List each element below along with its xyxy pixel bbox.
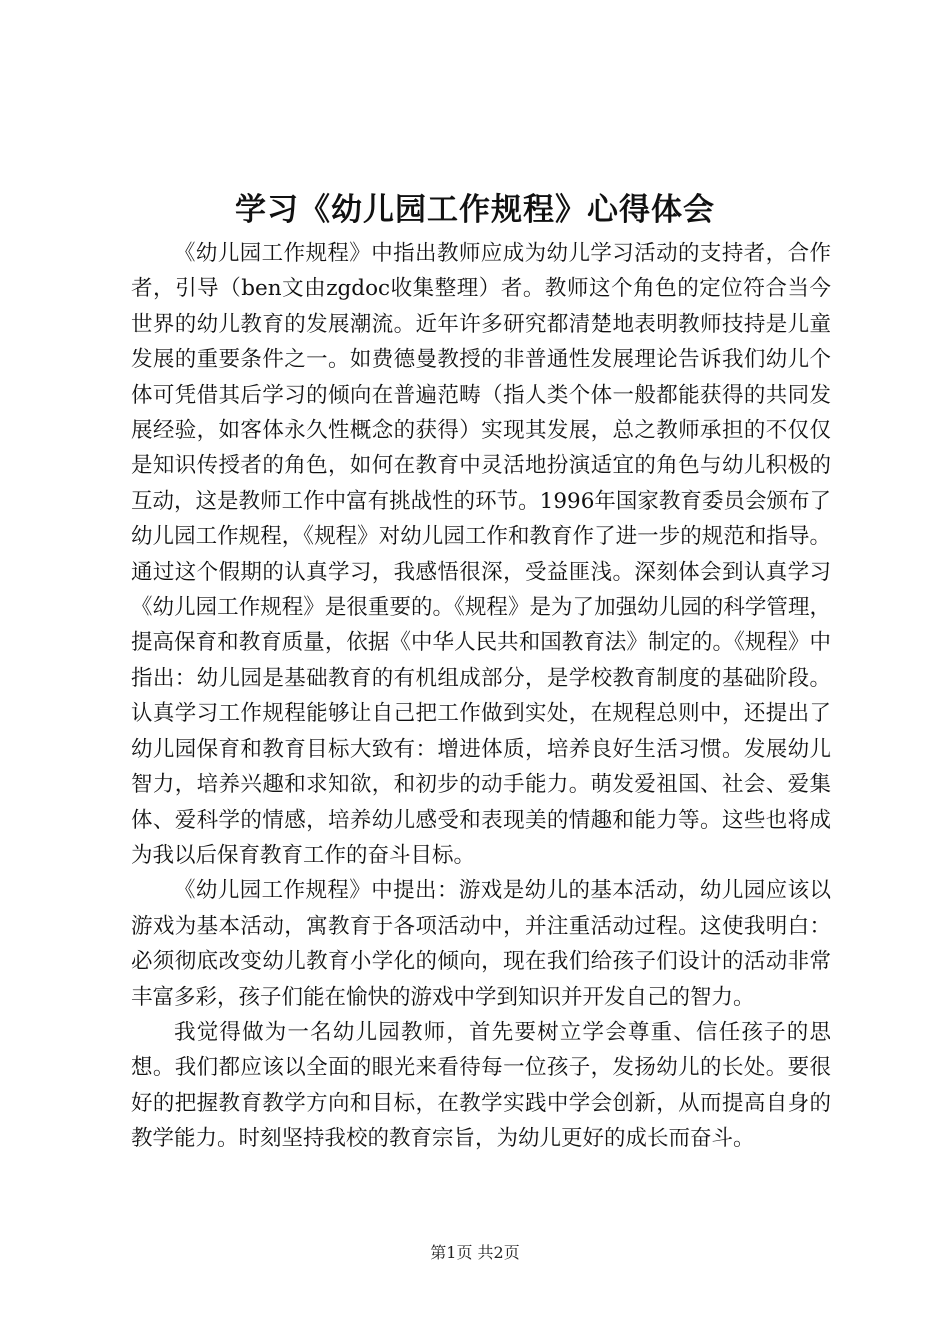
body-paragraph-2: 《幼儿园工作规程》中提出：游戏是幼儿的基本活动，幼儿园应该以游戏为基本活动，寓教育于各项活动中，并注重活动过程。这使我明白：必须彻底改变幼儿教育小学化的倾向，现在我们给孩子们设计的活动非常丰富多彩，孩子们能在愉快的游戏中学到知识并开发自己的智力。 [131,878,831,1010]
document-body [131,236,831,1157]
page-number-footer: 第1页 共2页 [430,1243,520,1262]
page-title: 学习《幼儿园工作规程》心得体会 [235,192,715,228]
body-paragraph-3: 我觉得做为一名幼儿园教师，首先要树立学会尊重、信任孩子的思想。我们都应该以全面的眼光来看待每一位孩子，发扬幼儿的长处。要很好的把握教育教学方向和目标，在教学实践中学会创新，从而提高自身的教学能力。时刻坚持我校的教育宗旨，为幼儿更好的成长而奋斗。 [131,1019,831,1152]
body-paragraph-1: 《幼儿园工作规程》中指出教师应成为幼儿学习活动的支持者，合作者，引导（ben文由zgdoc收集整理）者。教师这个角色的定位符合当今世界的幼儿教育的发展潮流。近年许多研究都清楚地表明教师技持是儿童发展的重要条件之一。如费德曼教授的非普通性发展理论告诉我们幼儿个体可凭借其后学习的倾向在普遍范畴（指人类个体一般都能获得的共同发展经验，如客体永久性概念的获得）实现其发展，总之教师承担的不仅仅是知识传授者的角色，如何在教育中灵活地扮演适宜的角色与幼儿积极的互动，这是教师工作中富有挑战性的环节。1996年国家教育委员会颁布了幼儿园工作规程，《规程》对幼儿园工作和教育作了进一步的规范和指导。通过这个假期的认真学习，我感悟很深，受益匪浅。深刻体会到认真学习《幼儿园工作规程》是很重要的。《规程》是为了加强幼儿园的科学管理，提高保育和教育质量，依据《中华人民共和国教育法》制定的。《规程》中指出：幼儿园是基础教育的有机组成部分，是学校教育制度的基础阶段。认真学习工作规程能够让自己把工作做到实处，在规程总则中，还提出了幼儿园保育和教育目标大致有：增进体质，培养良好生活习惯。发展幼儿智力，培养兴趣和求知欲，和初步的动手能力。萌发爱祖国、社会、爱集体、爱科学的情感，培养幼儿感受和表现美的情趣和能力等。这些也将成为我以后保育教育工作的奋斗目标。 [131,241,831,868]
